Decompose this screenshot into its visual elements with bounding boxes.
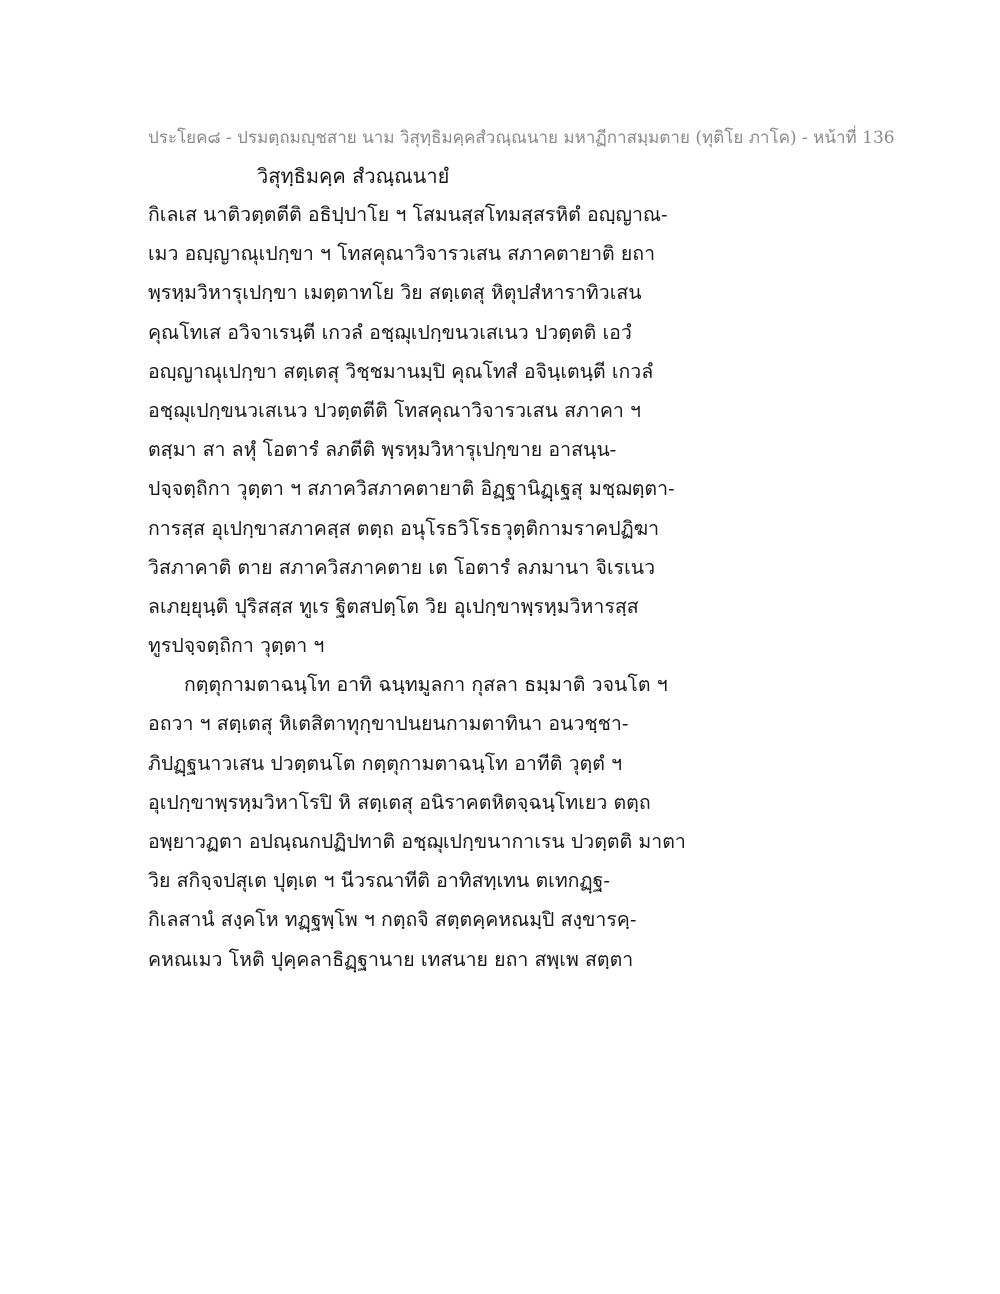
- text-line: ทูรปจฺจตฺถิกา วุตฺตา ฯ: [148, 634, 325, 658]
- text-line: การสฺส อุเปกฺขาสภาคสฺส ตตฺถ อนุโรธวิโรธวุตฺติกามราคปฏิฆา: [148, 516, 660, 540]
- text-line: เมว อญฺญาณุเปกฺขา ฯ โทสคุณาวิจารวเสน สภาคตายาติ ยถา: [148, 242, 656, 266]
- body-text: [148, 200, 708, 984]
- text-line: วิย สกิจฺจปสุเต ปุตฺเต ฯ นีวรณาทีติ อาทิสทฺเทน ตเทกฏฺฐ-: [148, 869, 610, 893]
- text-line: ภิปฏฺฐนาวเสน ปวตฺตนโต กตฺตุกามตาฉนฺโท อาทีติ วุตฺตํ ฯ: [148, 751, 623, 775]
- text-line: อชฺฌุเปกฺขนวเสเนว ปวตฺตตีติ โทสคุณาวิจารวเสน สภาคา ฯ: [148, 398, 641, 422]
- text-line: อถวา ฯ สตฺเตสุ หิเตสิตาทุกฺขาปนยนกามตาทินา อนวชฺชา-: [148, 712, 629, 736]
- text-line: ตสฺมา สา ลหุํ โอตารํ ลภตีติ พฺรหฺมวิหารุเปกฺขาย อาสนฺน-: [148, 438, 617, 462]
- text-line: พฺรหฺมวิหารุเปกฺขา เมตฺตาทโย วิย สตฺเตสุ หิตุปสํหาราทิวเสน: [148, 281, 642, 305]
- text-line: กิเลสานํ สงฺคโห ทฏฺฐพฺโพ ฯ กตฺถจิ สตฺตคฺคหณมฺปิ สงฺขารคฺ-: [148, 908, 637, 932]
- text-line: กิเลเส นาติวตฺตตีติ อธิปฺปาโย ฯ โสมนสฺสโทมสฺสรหิตํ อญฺญาณ-: [148, 203, 668, 226]
- text-line: อพฺยาวฏตา อปณฺณกปฏิปทาติ อชฺฌุเปกฺขนากาเรน ปวตฺตติ มาตา: [148, 830, 686, 853]
- text-line: วิสภาคาติ ตาย สภาควิสภาคตาย เต โอตารํ ลภมานา จิเรเนว: [148, 555, 656, 579]
- text-line: คุณโทเส อวิจาเรนฺตี เกวลํ อชฺฌุเปกฺขนวเสเนว ปวตฺตติ เอวํ: [148, 320, 632, 344]
- text-line: ปจฺจตฺถิกา วุตฺตา ฯ สภาควิสภาคตายาติ อิฏฺฐานิฏฺเฐสุ มชฺฌตฺตา-: [148, 477, 675, 501]
- text-line: อุเปกฺขาพฺรหฺมวิหาโรปิ หิ สตฺเตสุ อนิราคตหิตจฺฉนฺโทเยว ตตฺถ: [148, 790, 651, 814]
- text-line: อญฺญาณุเปกฺขา สตฺเตสุ วิชฺชมานมฺปิ คุณโทสํ อจินฺเตนฺตี เกวลํ: [148, 359, 654, 383]
- section-title: วิสุทฺธิมคฺค สํวณฺณนายํ: [257, 164, 450, 188]
- text-line: คหณเมว โหติ ปุคฺคลาธิฏฺฐานาย เทสนาย ยถา สพฺเพ สตฺตา: [148, 947, 634, 971]
- text-line: ลเภยฺยุนฺติ ปุริสสฺส ทูเร ฐิตสปตฺโต วิย อุเปกฺขาพฺรหฺมวิหารสฺส: [148, 594, 639, 618]
- paragraph-first-line: กตฺตุกามตาฉนฺโท อาทิ ฉนฺทมูลกา กุสลา ธมฺมาติ วจนโต ฯ: [184, 673, 668, 697]
- running-head: ประโยค๘ - ปรมตฺถมญฺชสาย นาม วิสุทฺธิมคฺคสํวณฺณนาย มหาฏีกาสมฺมตาย (ทุติโย ภาโค) - หน้าที่ 136: [148, 128, 895, 148]
